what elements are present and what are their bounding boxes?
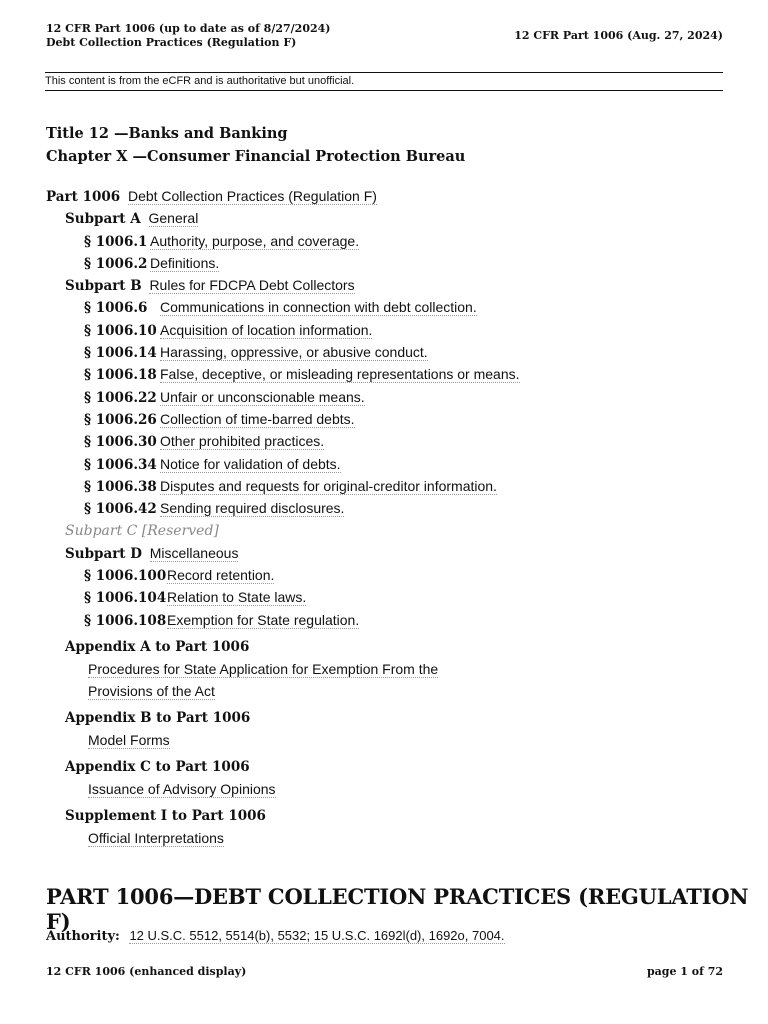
appendix-a-desc bbox=[65, 658, 520, 702]
section-number: § 1006.26 bbox=[84, 411, 157, 428]
toc-subpart-d bbox=[46, 542, 520, 564]
section-number: § 1006.1 bbox=[84, 233, 148, 250]
subpart-a-link[interactable]: General bbox=[148, 210, 199, 227]
section-link[interactable]: Disputes and requests for original-creditor information. bbox=[160, 477, 497, 494]
section-number: § 1006.18 bbox=[84, 367, 157, 384]
section-number: § 1006.30 bbox=[84, 434, 157, 451]
table-of-contents bbox=[46, 185, 520, 849]
toc-section-row bbox=[46, 341, 520, 363]
toc-section-row bbox=[46, 453, 520, 475]
toc-section-row bbox=[46, 408, 520, 430]
section-link[interactable]: Acquisition of location information. bbox=[160, 321, 373, 338]
section-number: § 1006.108 bbox=[84, 612, 167, 629]
toc-section-row bbox=[46, 430, 520, 452]
toc-section-row bbox=[46, 363, 520, 385]
section-link[interactable]: Unfair or unconscionable means. bbox=[160, 388, 365, 405]
supplement-i-title: Supplement I to Part 1006 bbox=[65, 807, 266, 824]
section-link[interactable]: Authority, purpose, and coverage. bbox=[150, 232, 360, 249]
section-number: § 1006.38 bbox=[84, 478, 157, 495]
appendix-a-link-line1[interactable]: Procedures for State Application for Exemption From the bbox=[88, 660, 439, 677]
part-heading: PART 1006—DEBT COLLECTION PRACTICES (REGULATION F) bbox=[46, 884, 749, 934]
section-number: § 1006.104 bbox=[84, 590, 167, 607]
part-label: Part 1006 bbox=[46, 189, 121, 205]
section-link[interactable]: Record retention. bbox=[167, 567, 275, 584]
appendix-a-link-line2[interactable]: Provisions of the Act bbox=[88, 682, 215, 699]
header-citation: 12 CFR Part 1006 (up to date as of 8/27/2024) bbox=[46, 22, 331, 35]
section-number: § 1006.22 bbox=[84, 389, 157, 406]
toc-section-row bbox=[46, 296, 520, 318]
subpart-b-label: Subpart B bbox=[65, 278, 142, 295]
section-link[interactable]: Notice for validation of debts. bbox=[160, 455, 341, 472]
toc-appendix-c bbox=[46, 756, 520, 800]
section-link[interactable]: Collection of time-barred debts. bbox=[160, 410, 355, 427]
footer-left: 12 CFR 1006 (enhanced display) bbox=[46, 965, 247, 978]
section-link[interactable]: Other prohibited practices. bbox=[160, 433, 325, 450]
page-header-left bbox=[46, 22, 331, 50]
section-link[interactable]: Communications in connection with debt collection. bbox=[160, 299, 477, 316]
part-link[interactable]: Debt Collection Practices (Regulation F) bbox=[127, 188, 377, 204]
toc-section-row bbox=[46, 230, 520, 252]
authority-line bbox=[46, 928, 505, 944]
appendix-a-title: Appendix A to Part 1006 bbox=[65, 638, 250, 655]
toc-appendix-b bbox=[46, 707, 520, 751]
section-link[interactable]: Harassing, oppressive, or abusive conduct. bbox=[160, 344, 428, 361]
supplement-i-link[interactable]: Official Interpretations bbox=[88, 829, 224, 846]
appendix-c-link[interactable]: Issuance of Advisory Opinions bbox=[88, 780, 276, 797]
toc-section-row bbox=[46, 319, 520, 341]
toc-section-row bbox=[46, 609, 520, 631]
subpart-d-link[interactable]: Miscellaneous bbox=[149, 544, 239, 561]
subpart-b-link[interactable]: Rules for FDCPA Debt Collectors bbox=[149, 277, 355, 294]
section-link[interactable]: Exemption for State regulation. bbox=[167, 611, 360, 628]
section-link[interactable]: Relation to State laws. bbox=[167, 589, 307, 606]
authority-notice: This content is from the eCFR and is authoritative but unofficial. bbox=[45, 72, 723, 91]
toc-section-row bbox=[46, 564, 520, 586]
authority-citations[interactable]: 12 U.S.C. 5512, 5514(b), 5532; 15 U.S.C. 1692l(d), 1692o, 7004. bbox=[129, 928, 505, 943]
toc-supplement-i bbox=[46, 805, 520, 849]
footer-page-number: page 1 of 72 bbox=[646, 965, 723, 978]
title-heading: Title 12 —Banks and Banking bbox=[46, 125, 288, 142]
section-number: § 1006.100 bbox=[84, 568, 167, 585]
section-link[interactable]: Definitions. bbox=[150, 254, 220, 271]
toc-subpart-c bbox=[46, 519, 520, 541]
toc-subpart-b bbox=[46, 274, 520, 296]
appendix-c-desc bbox=[65, 778, 520, 800]
toc-section-row bbox=[46, 586, 520, 608]
section-number: § 1006.34 bbox=[84, 456, 157, 473]
section-link[interactable]: Sending required disclosures. bbox=[160, 500, 345, 517]
chapter-heading: Chapter X —Consumer Financial Protection Bureau bbox=[46, 148, 466, 165]
toc-section-row bbox=[46, 386, 520, 408]
toc-section-row bbox=[46, 475, 520, 497]
header-part-name: Debt Collection Practices (Regulation F) bbox=[46, 36, 297, 49]
title-block bbox=[46, 122, 465, 168]
toc-part-row bbox=[46, 185, 520, 207]
section-number: § 1006.10 bbox=[84, 322, 157, 339]
section-number: § 1006.42 bbox=[84, 501, 157, 518]
section-number: § 1006.2 bbox=[84, 255, 148, 272]
subpart-a-label: Subpart A bbox=[65, 211, 141, 228]
appendix-b-desc bbox=[65, 729, 520, 751]
subpart-c-reserved: Subpart C [Reserved] bbox=[65, 523, 219, 540]
appendix-b-title: Appendix B to Part 1006 bbox=[65, 709, 251, 726]
section-number: § 1006.6 bbox=[84, 300, 148, 317]
appendix-b-link[interactable]: Model Forms bbox=[88, 731, 170, 748]
toc-appendix-a bbox=[46, 636, 520, 702]
toc-section-row bbox=[46, 252, 520, 274]
subpart-d-label: Subpart D bbox=[65, 545, 142, 562]
appendix-c-title: Appendix C to Part 1006 bbox=[65, 758, 250, 775]
toc-section-row bbox=[46, 497, 520, 519]
section-link[interactable]: False, deceptive, or misleading representations or means. bbox=[160, 366, 520, 383]
toc-subpart-a bbox=[46, 207, 520, 229]
supplement-i-desc bbox=[65, 827, 520, 849]
authority-label: Authority: bbox=[46, 929, 120, 944]
header-right-citation: 12 CFR Part 1006 (Aug. 27, 2024) bbox=[514, 29, 723, 42]
section-number: § 1006.14 bbox=[84, 345, 157, 362]
